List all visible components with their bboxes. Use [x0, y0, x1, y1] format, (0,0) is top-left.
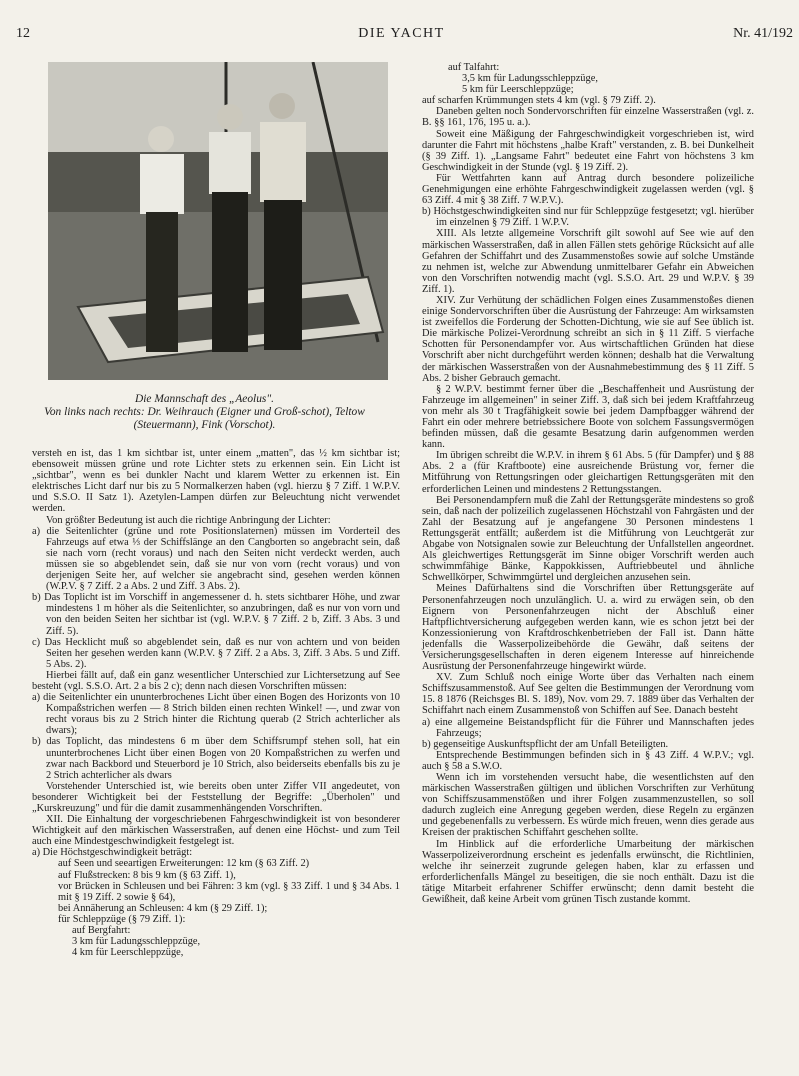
- list-item: a) die Seitenlichter (grüne und rote Positionslaternen) müssen im Vorderteil des Fahrzeugs auf etwa ⅓ der Schiffslänge an den Cangborten so angebracht sein, daß sie nach vorn (recht voraus) und nach den Seiten nicht verdeckt werden, auch müssen sie so abgeblendet sein, daß sie nur von vorn (recht voraus) und von derjenigen Seite her, auf welcher sie angebracht sind, gesehen werden können (W.P.V. § 7 Ziff. 2 a Abs. 2 und Ziff. 3 Abs. 2).: [32, 525, 400, 593]
- paragraph: Von größter Bedeutung ist auch die richtige Anbringung der Lichter:: [46, 514, 331, 526]
- list-item: a) eine allgemeine Beistandspflicht für die Führer und Mannschaften jedes Fahrzeugs;: [422, 716, 754, 739]
- paragraph: Hierbei fällt auf, daß ein ganz wesentlicher Unterschied zur Lichtersetzung auf See besteht (vgl. S.S.O. Art. 2 a bis 2 c); denn nach diesen Vorschriften müssen:: [32, 669, 400, 692]
- list-item: b) Das Toplicht ist im Vorschiff in angemessener d. h. stets sichtbarer Höhe, und zwar mindestens 1 m höher als die Seitenlichter, so anzubringen, daß es nur von vorn und von den beiden Seiten her sichtbar ist (vgl. W.P.V. § 7 Ziff. 2 b, Ziff. 3 Abs. 3 und Ziff. 5).: [32, 592, 400, 637]
- list-item: b) gegenseitige Auskunftspflicht der am Unfall Beteiligten.: [422, 738, 669, 750]
- paragraph: Daneben gelten noch Sondervorschriften für einzelne Wasserstraßen (vgl. z. B. §§ 161, 176, 195 u. a.).: [422, 106, 754, 129]
- list-item: a) Die Höchstgeschwindigkeit beträgt:: [32, 847, 193, 859]
- paragraph: Meines Dafürhaltens sind die Vorschriften über Rettungsgeräte auf Personenfahrzeugen noch unzulänglich. U. a. wird zu erwägen sein, ob den Eignern von Personenfahrzeugen nicht der Abschluß einer Haftpflichtversicherung aufgegeben werden kann, wie es schon jetzt bei der Konzessionierung von Kraftdroschkenbetrieben der Fall ist. Dann hätte jedenfalls die Wasserpolizeibehörde die Gewähr, daß seitens der Versicherungsgesellschaften in deren eigenem Interesse auf hinreichende Ausrüstung der Personenfahrzeuge hingewirkt würde.: [422, 583, 754, 673]
- page-number: 12: [16, 26, 30, 41]
- caption-title: Die Mannschaft des „Aeolus".: [135, 393, 274, 405]
- list-item: b) das Toplicht, das mindestens 6 m über dem Schiffsrumpf stehen soll, hat ein ununterbrochenes Licht über einen Bogen von 20 Kompaßstrichen zu werfen und zwar nach Backbord und Steuerbord je 10 Strich, also beiderseits ebenfalls bis zu je 2 Strich achterlicher als dwars: [32, 736, 400, 781]
- list-item: auf Bergfahrt:: [72, 925, 131, 937]
- list-item: auf Talfahrt:: [448, 62, 500, 73]
- paragraph: Bei Personendampfern muß die Zahl der Rettungsgeräte mindestens so groß sein, daß nach der polizeilich zugelassenen Höchstzahl von Fahrgästen und der Zahl der Besatzung auf je angefangene 30 Personen mindestens 1 Rettungsgerät entfällt; außerdem ist die Mitführung von Leuchtgerät zur Abgabe von Notsignalen sowie zur Beleuchtung der Unfallstellen angeordnet. Als gleichwertiges Rettungsgerät im Sinne obiger Vorschrift werden auch schwimmfähige Bänke, Kappokkissen, Auftriebbeutel und ähnliche Schwellkörper, Schwimmgürtel und dergleichen anzusehen sein.: [422, 494, 754, 584]
- list-item: auf Seen und seeartigen Erweiterungen: 12 km (§ 63 Ziff. 2): [58, 858, 310, 870]
- section-paragraph: XIV. Zur Verhütung der schädlichen Folgen eines Zusammenstoßes dienen einige Sondervorschriften über die Ausrüstung der Fahrzeuge: Am wirksamsten ist zweifellos die Forderung der Schotten-Dichtung, wie sie auf See üblich ist. Die märkische Polizei-Verordnung schreibt an sich in § 11 Ziff. 5 vierfache Schotten für Personendampfer vor. Aus wirtschaftlichen Gründen hat diese Vorschrift aber nicht durchgeführt werden können; deshalb hat die Verwaltung der märkischen Wasserstraßen von der Ausnahmebestimmung des § 11 Ziff. 5 Abs. 2 bisher Gebrauch gemacht.: [422, 294, 754, 384]
- photo-caption: [12, 393, 397, 432]
- paragraph: Für Wettfahrten kann auf Antrag durch besondere polizeiliche Genehmigungen eine erhöhte Fahrgeschwindigkeit zugelassen werden (vgl. § 63 Ziff. 4 mit § 38 Ziff. 7 W.P.V.).: [422, 172, 754, 207]
- list-item: für Schleppzüge (§ 79 Ziff. 1):: [58, 913, 186, 925]
- paragraph: versteh en ist, das 1 km sichtbar ist, unter einem „matten", das ½ km sichtbar ist; ebensoweit müssen grüne und rote Lichter stets zu erkennen sein. Ein Licht ist „sichtbar", wenn es bei dunkler Nacht und klarem Wetter zu erkennen ist. Ein elektrisches Licht darf nur bis zu 5 Normalkerzen haben (vgl. hierzu § 7 Ziff. 1 W.P.V. und S.S.O. II Satz 1). Azetylen-Lampen dürfen zur Beleuchtung nicht verwendet werden.: [32, 448, 400, 515]
- list-item: 3 km für Ladungsschleppzüge,: [72, 936, 201, 948]
- section-paragraph: XV. Zum Schluß noch einige Worte über das Verhalten nach einem Schiffszusammenstoß. Auf See gelten die Bestimmungen der Verordnung vom 15. 8 1876 (Reichsges Bl. S. 189), Nov. vom 29. 7. 1889 über das Verhalten der Schiffahrt nach einem Zusammenstoß von Schiffen auf See. Danach besteht: [422, 672, 754, 717]
- list-item: auf Flußstrecken: 8 bis 9 km (§ 63 Ziff. 1),: [58, 869, 236, 881]
- journal-title: DIE YACHT: [358, 26, 445, 41]
- list-item: c) Das Hecklicht muß so abgeblendet sein, daß es nur von achtern und von beiden Seiten her gesehen werden kann (W.P.V. § 7 Ziff. 2 a Abs. 3, Ziff. 3 Abs. 5 und Ziff. 5 Abs. 2).: [32, 636, 400, 670]
- right-text-column: [422, 62, 754, 905]
- left-text-column: [32, 448, 400, 958]
- list-item: bei Annäherung an Schleusen: 4 km (§ 29 Ziff. 1);: [58, 902, 268, 914]
- paragraph: Wenn ich im vorstehenden versucht habe, die wesentlichsten auf den märkischen Wasserstraßen gültigen und üblichen Vorschriften zur Verhütung von Schiffszusammenstößen und ihrer Folgen zusammenzustellen, so soll dadurch zugleich eine Anregung gegeben werden, diese Regeln zu ergänzen und gegebenenfalls zu verbessern. Es würde mich freuen, wenn dies gerade aus Kreisen der praktischen Schiffahrt geschehen sollte.: [422, 772, 754, 839]
- caption-body: Von links nach rechts: Dr. Weihrauch (Eigner und Groß-schot), Teltow (Steuermann), Fink (Vorschot).: [44, 406, 365, 431]
- paragraph: Im übrigen schreibt die W.P.V. in ihrem § 61 Abs. 5 (für Dampfer) und § 88 Abs. 2 a (für Kraftboote) eine ausreichende Brüstung vor, ferner die Mitführung von Rettungsringen oder gleichartigen Rettungsgeräten mit den erforderlichen Leinen und mindestens 2 Rettungsstangen.: [422, 450, 754, 495]
- paragraph: Soweit eine Mäßigung der Fahrgeschwindigkeit vorgeschrieben ist, wird darunter die Fahrt mit höchstens „halbe Kraft" verstanden, z. B. bei Dunkelheit (§ 39 Ziff. 1). „Langsame Fahrt" bedeutet eine Fahrt von höchstens 3 km Geschwindigkeit in der Stunde (vgl. § 19 Ziff. 2).: [422, 128, 754, 173]
- paragraph: Im Hinblick auf die erforderliche Umarbeitung der märkischen Wasserpolizeiverordnung erscheint es jedenfalls erwünscht, die Richtlinien, welche ihr seinerzeit zugrunde gelegen haben, klar zu erfassen und erforderlichenfalls Mängel zu beseitigen, die sie noch enthält. Dazu ist die tätige Mitarbeit erfahrener Schiffer erwünscht; denn damit besteht die Gewißheit, daß keine Arbeit vom grünen Tisch zustande kommt.: [422, 838, 754, 906]
- paragraph: § 2 W.P.V. bestimmt ferner über die „Beschaffenheit und Ausrüstung der Fahrzeuge im allgemeinen" in seiner Ziff. 3, daß sich bei jedem Kraftfahrzeug von mehr als 30 t Tragfähigkeit sowie bei jedem Dampfbagger während der Fahrt ein oder mehrere betriebssichere Boote von solchem Fassungsvermögen befinden müssen, daß die gesamte Besatzung darin aufgenommen werden kann.: [422, 383, 754, 451]
- issue-number: Nr. 41/192: [733, 26, 793, 41]
- page-header: [10, 26, 793, 46]
- paragraph: Entsprechende Bestimmungen befinden sich in § 43 Ziff. 4 W.P.V.; vgl. auch § 58 a S.W.O.: [422, 749, 754, 772]
- list-item: 4 km für Leerschleppzüge,: [72, 947, 184, 959]
- list-item: 5 km für Leerschleppzüge;: [462, 84, 574, 96]
- crew-photo: [48, 62, 388, 380]
- crew-photo-image: [48, 62, 388, 380]
- list-item: 3,5 km für Ladungsschleppzüge,: [462, 73, 598, 85]
- section-paragraph: XIII. Als letzte allgemeine Vorschrift gilt sowohl auf See wie auf den märkischen Wasserstraßen, daß in allen Fällen stets gehörige Rücksicht auf alle Gefahren der Schiffahrt und des Zusammenstoßes sowie auf solche Umstände zu nehmen ist, welche zur Abwendung unmittelbarer Gefahr ein Abweichen von den Vorschriften notwendig macht (vgl. S.S.O. Art. 29 und W.P.V. § 39 Ziff. 1).: [422, 228, 754, 295]
- list-item: auf scharfen Krümmungen stets 4 km (vgl. § 79 Ziff. 2).: [422, 95, 656, 107]
- list-item: vor Brücken in Schleusen und bei Fähren: 3 km (vgl. § 33 Ziff. 1 und § 34 Abs. 1 mit § 19 Ziff. 2 sowie § 64),: [58, 880, 400, 903]
- paragraph: Vorstehender Unterschied ist, wie bereits oben unter Ziffer VII angedeutet, von besonderer Wichtigkeit bei der Feststellung der Begriffe: „Überholen" und „Kurskreuzung" und für die damit zusammenhängenden Vorschriften.: [32, 780, 400, 814]
- list-item: b) Höchstgeschwindigkeiten sind nur für Schleppzüge festgesetzt; vgl. hierüber im einzelnen § 79 Ziff. 1 W.P.V.: [422, 206, 754, 229]
- section-heading: XII. Die Einhaltung der vorgeschriebenen Fahrgeschwindigkeit ist von besonderer Wichtigkeit auf den märkischen Wasserstraßen, auf denen eine Höchst- und zum Teil auch eine Mindestgeschwindigkeit festgelegt ist.: [32, 814, 400, 848]
- list-item: a) die Seitenlichter ein ununterbrochenes Licht über einen Bogen des Horizonts von 10 Kompaßstrichen werfen — 8 Strich bilden einen rechten Winkel! —, und zwar von recht voraus bis zu 2 Strich hinter die Richtung querab (2 Strich achterlicher als dwars);: [32, 692, 400, 737]
